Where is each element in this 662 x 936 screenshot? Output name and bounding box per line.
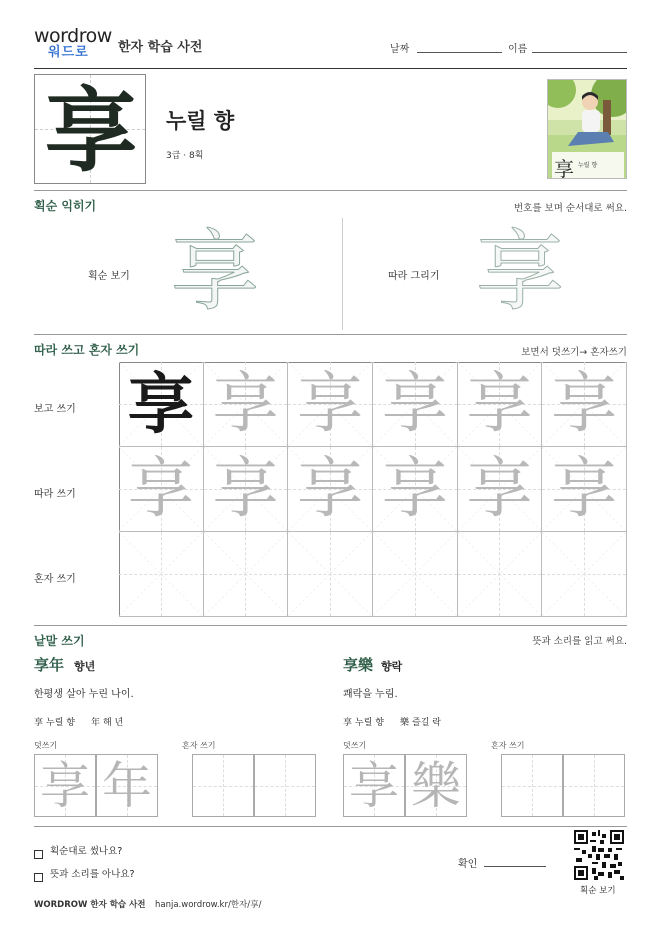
row-label-view: 보고 쓰기 (34, 404, 76, 415)
character-illustration (547, 79, 627, 179)
word1-hanja: 享年 (34, 656, 65, 674)
practice-cell-alone[interactable] (204, 532, 289, 617)
checkbox-stroke[interactable] (34, 844, 43, 863)
practice-instruction: 보면서 덧쓰기→ 혼자쓰기 (521, 347, 627, 358)
qr-code-icon[interactable] (574, 830, 624, 880)
practice-cell-view[interactable] (204, 362, 289, 447)
ghost-character: 享 (381, 365, 448, 442)
ghost-character: 享 (297, 365, 364, 442)
practice-cell-alone[interactable] (288, 532, 373, 617)
checkbox-meaning[interactable] (34, 867, 43, 886)
trace-label: 따라 그리기 (388, 271, 440, 282)
practice-cell-trace[interactable] (288, 447, 373, 532)
header-divider (34, 68, 627, 69)
grade-strokes: 3급 · 8획 (166, 151, 204, 161)
practice-cell-trace[interactable] (542, 447, 627, 532)
confirm-label: 확인 (458, 859, 478, 870)
stroke-divider (342, 218, 343, 330)
word-instruction: 뜻과 소리를 읽고 써요. (532, 636, 627, 647)
word1-char1: 享 (34, 718, 44, 728)
divider (34, 334, 627, 335)
word2-reading: 향락 (381, 660, 403, 673)
word1-char2: 年 (91, 718, 101, 728)
model-character: 享 (127, 365, 194, 443)
word1-alone-cell-2[interactable] (254, 754, 316, 817)
check1-label: 획순대로 썼나요? (50, 846, 123, 857)
practice-cell-trace[interactable] (373, 447, 458, 532)
practice-cell-view[interactable] (542, 362, 627, 447)
meaning-sound: 누릴 향 (166, 109, 235, 133)
practice-cell-view[interactable] (373, 362, 458, 447)
word1-trace-cell-1[interactable]: 享 (34, 754, 96, 817)
name-label: 이름 (508, 44, 528, 55)
trace-diagram[interactable]: 享 (475, 220, 564, 323)
practice-cell-trace[interactable] (204, 447, 289, 532)
word-title: 낱말 쓰기 (34, 634, 85, 648)
ghost-character: 享 (297, 450, 364, 527)
ghost-character: 享 (212, 365, 279, 442)
word2-char1: 享 (343, 718, 353, 728)
qr-label: 획순 보기 (580, 886, 616, 896)
ghost-character: 享 (466, 365, 533, 442)
word2-trace-cell-1[interactable]: 享 (343, 754, 405, 817)
word1-char1-gloss: 누릴 향 (46, 718, 75, 728)
main-character-box (34, 74, 146, 184)
word1-reading: 향년 (74, 660, 96, 673)
name-field[interactable] (532, 52, 627, 53)
word2-alone-label: 혼자 쓰기 (491, 741, 525, 750)
row-label-alone: 혼자 쓰기 (34, 574, 76, 585)
practice-title: 따라 쓰고 혼자 쓰기 (34, 343, 140, 357)
word1-char2-gloss: 해 년 (103, 718, 124, 728)
word2-char2: 樂 (400, 718, 410, 728)
main-character: 享 (44, 77, 137, 185)
word2-trace-label: 덧쓰기 (343, 741, 367, 750)
divider (34, 190, 627, 191)
word2-hanja: 享樂 (343, 656, 374, 674)
ghost-character: 享 (466, 450, 533, 527)
practice-cell-alone[interactable] (458, 532, 543, 617)
ghost-character: 享 (381, 450, 448, 527)
stroke-order-title: 획순 익히기 (34, 199, 97, 213)
word1-alone-cell-1[interactable] (192, 754, 254, 817)
ghost-character: 享 (551, 450, 618, 527)
illustration-char: 享 (554, 157, 574, 179)
wordrow-logo (34, 26, 114, 66)
divider (34, 625, 627, 626)
stroke-view-label: 획순 보기 (88, 271, 130, 282)
practice-cell-trace[interactable] (458, 447, 543, 532)
word2-trace-cell-2[interactable]: 樂 (405, 754, 467, 817)
check2-label: 뜻과 소리를 아나요? (50, 869, 135, 880)
footer-brand: WORDROW 한자 학습 사전 (34, 900, 146, 910)
word2-char1-gloss: 누릴 향 (355, 718, 384, 728)
practice-cell-alone[interactable] (119, 532, 204, 617)
ghost-character: 享 (127, 450, 194, 527)
logo-wordmark: wordrow (34, 25, 112, 47)
practice-cell-alone[interactable] (373, 532, 458, 617)
practice-cell-trace[interactable] (119, 447, 204, 532)
ghost-character: 享 (212, 450, 279, 527)
illustration-caption: 누릴 향 (578, 162, 598, 169)
stroke-order-diagram: 享 (170, 220, 259, 323)
word1-trace-cell-2[interactable]: 年 (96, 754, 158, 817)
divider (34, 826, 627, 827)
word2-definition: 쾌락을 누림. (343, 689, 398, 700)
practice-cell-view[interactable] (119, 362, 204, 447)
date-label: 날짜 (390, 44, 410, 55)
date-field[interactable] (417, 52, 502, 53)
footer-url[interactable]: hanja.wordrow.kr/한자/享/ (155, 900, 262, 910)
word1-trace-label: 덧쓰기 (34, 741, 58, 750)
word2-char2-gloss: 즐길 락 (412, 718, 441, 728)
word1-alone-label: 혼자 쓰기 (182, 741, 216, 750)
word1-definition: 한평생 살아 누린 나이. (34, 689, 134, 700)
logo-korean: 워드로 (48, 45, 89, 60)
practice-cell-view[interactable] (288, 362, 373, 447)
confirm-field[interactable] (484, 866, 546, 867)
word2-alone-cell-2[interactable] (563, 754, 625, 817)
practice-cell-alone[interactable] (542, 532, 627, 617)
word2-alone-cell-1[interactable] (501, 754, 563, 817)
header-title: 한자 학습 사전 (118, 40, 203, 55)
practice-grid (119, 362, 627, 617)
ghost-character: 享 (551, 365, 618, 442)
row-label-trace: 따라 쓰기 (34, 489, 76, 500)
stroke-order-instruction: 번호를 보며 순서대로 써요. (513, 203, 627, 214)
practice-cell-view[interactable] (458, 362, 543, 447)
